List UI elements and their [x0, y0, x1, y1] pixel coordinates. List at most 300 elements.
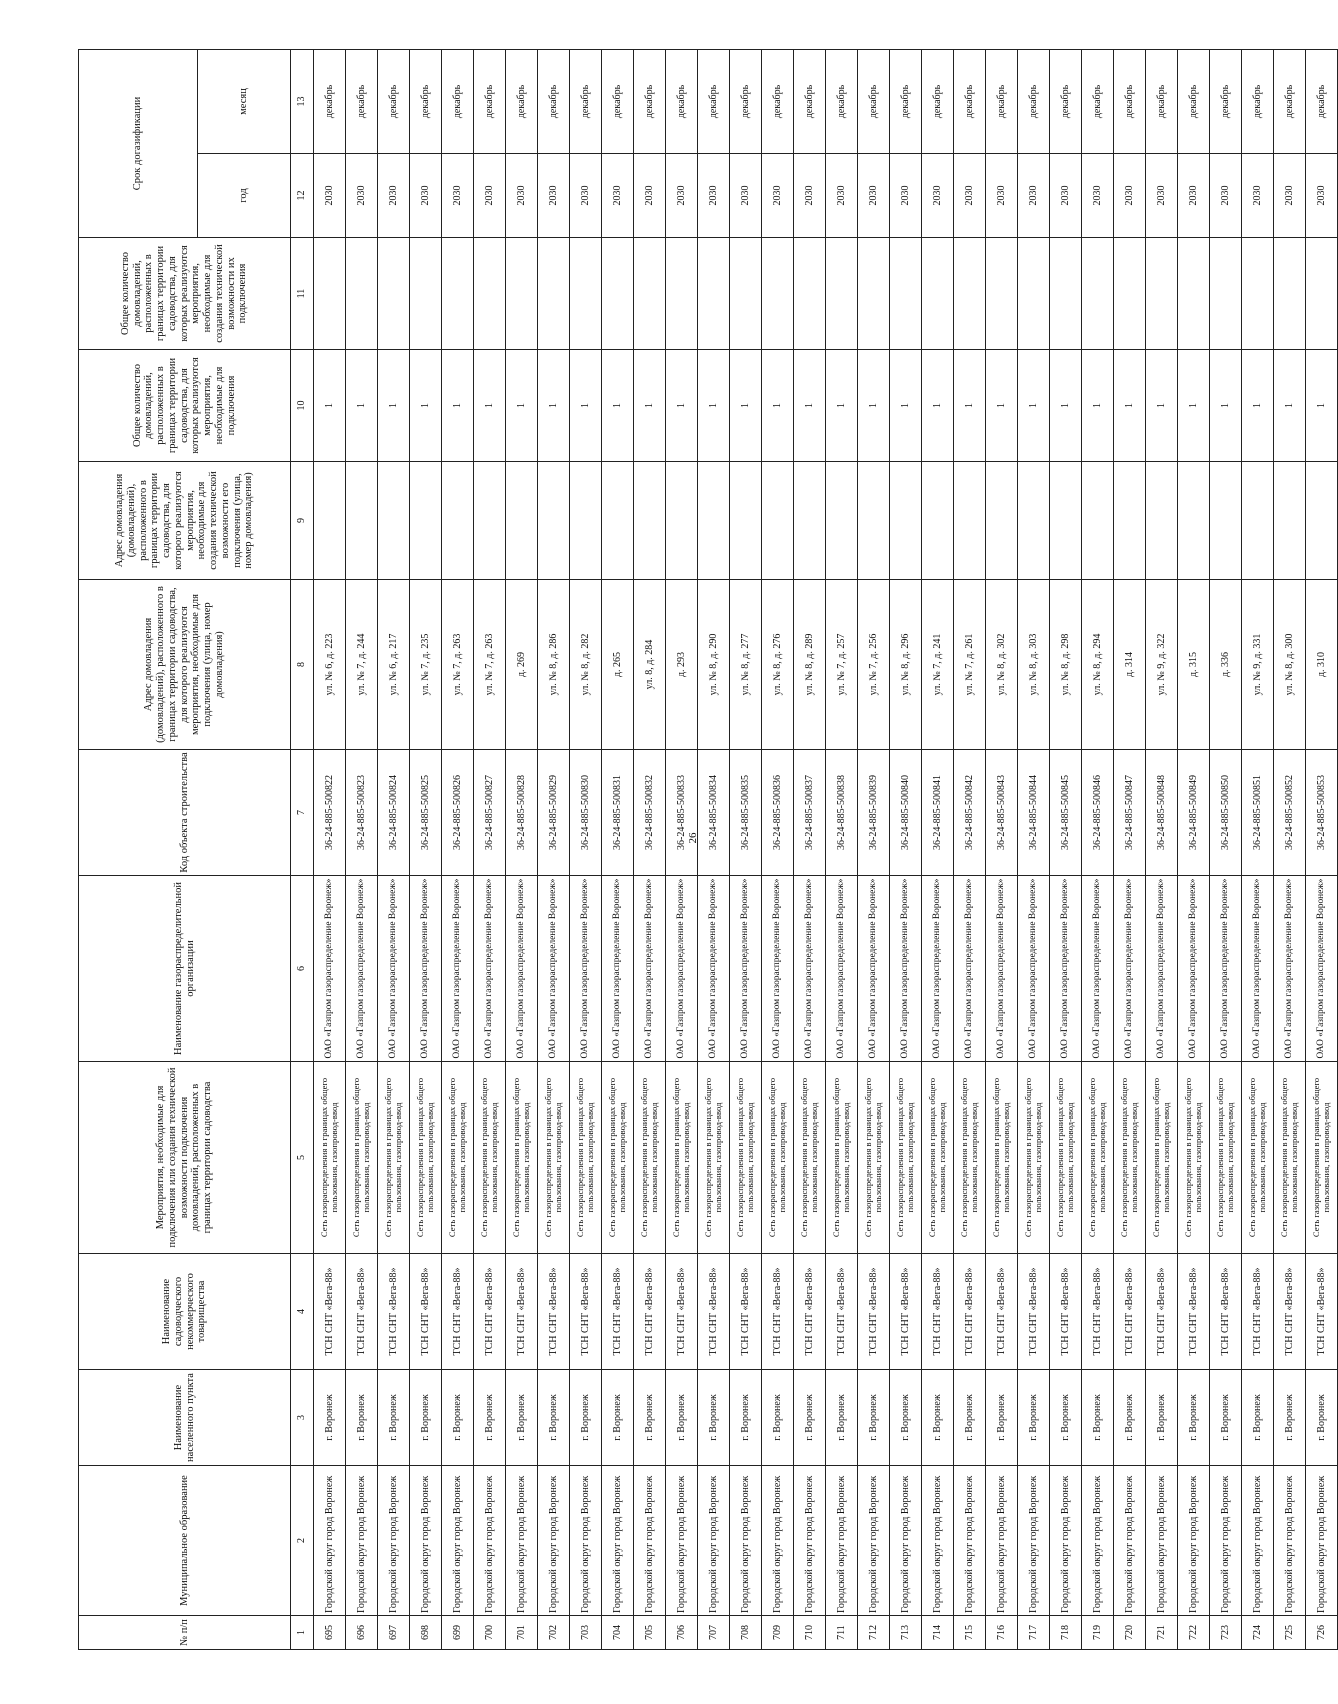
table-row — [1178, 49, 1210, 1649]
header-object-code: Код объекта строительства — [79, 750, 291, 876]
year-cell: 2030 — [858, 154, 890, 238]
address-connection-cell: ул. № 8, д. 303 — [1018, 580, 1050, 750]
count-connection-cell: 1 — [1146, 350, 1178, 462]
address-connection-cell: д. 293 — [666, 580, 698, 750]
count-capability-cell — [506, 238, 538, 350]
month-cell: декабрь — [538, 49, 570, 153]
row-number: 717 — [1018, 1616, 1050, 1650]
year-cell: 2030 — [762, 154, 794, 238]
gas-org-cell: ОАО «Газпром газораспределение Воронеж» — [602, 876, 634, 1062]
municipality-cell: Городской округ город Воронеж — [314, 1466, 346, 1616]
municipality-cell: Городской округ город Воронеж — [1050, 1466, 1082, 1616]
address-connection-cell: д. 269 — [506, 580, 538, 750]
address-connection-cell: ул. № 8, д. 298 — [1050, 580, 1082, 750]
table-row — [570, 49, 602, 1649]
snt-cell: ТСН СНТ «Вега-88» — [794, 1254, 826, 1370]
row-number: 702 — [538, 1616, 570, 1650]
gas-org-cell: ОАО «Газпром газораспределение Воронеж» — [570, 876, 602, 1062]
count-connection-cell: 1 — [442, 350, 474, 462]
address-capability-cell — [954, 462, 986, 580]
address-connection-cell: ул. № 7, д. 235 — [410, 580, 442, 750]
row-number: 726 — [1306, 1616, 1338, 1650]
count-connection-cell: 1 — [570, 350, 602, 462]
month-cell: декабрь — [922, 49, 954, 153]
count-connection-cell: 1 — [666, 350, 698, 462]
address-capability-cell — [314, 462, 346, 580]
gas-org-cell: ОАО «Газпром газораспределение Воронеж» — [1274, 876, 1306, 1062]
year-cell: 2030 — [922, 154, 954, 238]
count-connection-cell: 1 — [922, 350, 954, 462]
municipality-cell: Городской округ город Воронеж — [1242, 1466, 1274, 1616]
address-connection-cell: ул. № 7, д. 263 — [474, 580, 506, 750]
count-capability-cell — [1146, 238, 1178, 350]
row-number: 724 — [1242, 1616, 1274, 1650]
table-row — [666, 49, 698, 1649]
table-row — [506, 49, 538, 1649]
count-capability-cell — [1242, 238, 1274, 350]
address-connection-cell: ул. № 7, д. 257 — [826, 580, 858, 750]
month-cell: декабрь — [986, 49, 1018, 153]
gas-org-cell: ОАО «Газпром газораспределение Воронеж» — [1306, 876, 1338, 1062]
gas-org-cell: ОАО «Газпром газораспределение Воронеж» — [954, 876, 986, 1062]
month-cell: декабрь — [1018, 49, 1050, 153]
object-code-cell: 36-24-885-500845 — [1050, 750, 1082, 876]
snt-cell: ТСН СНТ «Вега-88» — [1082, 1254, 1114, 1370]
month-cell: декабрь — [1082, 49, 1114, 153]
count-capability-cell — [378, 238, 410, 350]
column-number: 3 — [291, 1370, 314, 1466]
settlement-cell: г. Воронеж — [698, 1370, 730, 1466]
object-code-cell: 36-24-885-500837 — [794, 750, 826, 876]
gas-org-cell: ОАО «Газпром газораспределение Воронеж» — [922, 876, 954, 1062]
row-number: 705 — [634, 1616, 666, 1650]
municipality-cell: Городской округ город Воронеж — [474, 1466, 506, 1616]
address-capability-cell — [378, 462, 410, 580]
count-capability-cell — [442, 238, 474, 350]
settlement-cell: г. Воронеж — [826, 1370, 858, 1466]
snt-cell: ТСН СНТ «Вега-88» — [762, 1254, 794, 1370]
gas-org-cell: ОАО «Газпром газораспределение Воронеж» — [506, 876, 538, 1062]
row-number: 709 — [762, 1616, 794, 1650]
column-number: 1 — [291, 1616, 314, 1650]
measures-cell: Сеть газораспределения в границах общего пользования, газопровод-ввод — [1018, 1062, 1050, 1254]
settlement-cell: г. Воронеж — [858, 1370, 890, 1466]
snt-cell: ТСН СНТ «Вега-88» — [890, 1254, 922, 1370]
address-capability-cell — [1050, 462, 1082, 580]
header-measures: Мероприятия, необходимые для подключения или создания технической возможности подключения домовладений, расположенных в границах территории садоводства — [79, 1062, 291, 1254]
gas-org-cell: ОАО «Газпром газораспределение Воронеж» — [762, 876, 794, 1062]
row-number: 714 — [922, 1616, 954, 1650]
settlement-cell: г. Воронеж — [986, 1370, 1018, 1466]
object-code-cell: 36-24-885-500822 — [314, 750, 346, 876]
snt-cell: ТСН СНТ «Вега-88» — [1242, 1254, 1274, 1370]
measures-cell: Сеть газораспределения в границах общего пользования, газопровод-ввод — [730, 1062, 762, 1254]
object-code-cell: 36-24-885-500849 — [1178, 750, 1210, 876]
count-capability-cell — [698, 238, 730, 350]
object-code-cell: 36-24-885-500839 — [858, 750, 890, 876]
row-number: 703 — [570, 1616, 602, 1650]
object-code-cell: 36-24-885-500827 — [474, 750, 506, 876]
gas-org-cell: ОАО «Газпром газораспределение Воронеж» — [378, 876, 410, 1062]
object-code-cell: 36-24-885-500850 — [1210, 750, 1242, 876]
municipality-cell: Городской округ город Воронеж — [442, 1466, 474, 1616]
object-code-cell: 36-24-885-500852 — [1274, 750, 1306, 876]
address-connection-cell: ул. № 7, д. 261 — [954, 580, 986, 750]
snt-cell: ТСН СНТ «Вега-88» — [1114, 1254, 1146, 1370]
count-capability-cell — [794, 238, 826, 350]
table-body — [314, 49, 1338, 1649]
settlement-cell: г. Воронеж — [1146, 1370, 1178, 1466]
municipality-cell: Городской округ город Воронеж — [986, 1466, 1018, 1616]
table-row — [634, 49, 666, 1649]
month-cell: декабрь — [474, 49, 506, 153]
gas-org-cell: ОАО «Газпром газораспределение Воронеж» — [1114, 876, 1146, 1062]
month-cell: декабрь — [1050, 49, 1082, 153]
row-number: 725 — [1274, 1616, 1306, 1650]
column-number: 9 — [291, 462, 314, 580]
municipality-cell: Городской округ город Воронеж — [506, 1466, 538, 1616]
count-connection-cell: 1 — [634, 350, 666, 462]
address-connection-cell: ул. 8, д. 284 — [634, 580, 666, 750]
year-cell: 2030 — [730, 154, 762, 238]
table-row — [410, 49, 442, 1649]
address-connection-cell: ул. № 8, д. 296 — [890, 580, 922, 750]
count-capability-cell — [730, 238, 762, 350]
table-row — [922, 49, 954, 1649]
measures-cell: Сеть газораспределения в границах общего пользования, газопровод-ввод — [314, 1062, 346, 1254]
header-deadline: Срок догазификации — [79, 49, 198, 237]
table-header — [79, 49, 314, 1649]
settlement-cell: г. Воронеж — [442, 1370, 474, 1466]
table-row — [858, 49, 890, 1649]
settlement-cell: г. Воронеж — [1210, 1370, 1242, 1466]
object-code-cell: 36-24-885-500833 — [666, 750, 698, 876]
settlement-cell: г. Воронеж — [410, 1370, 442, 1466]
measures-cell: Сеть газораспределения в границах общего пользования, газопровод-ввод — [1274, 1062, 1306, 1254]
gas-org-cell: ОАО «Газпром газораспределение Воронеж» — [634, 876, 666, 1062]
row-number: 712 — [858, 1616, 890, 1650]
settlement-cell: г. Воронеж — [538, 1370, 570, 1466]
address-capability-cell — [442, 462, 474, 580]
address-connection-cell: д. 265 — [602, 580, 634, 750]
municipality-cell: Городской округ город Воронеж — [346, 1466, 378, 1616]
row-number: 713 — [890, 1616, 922, 1650]
snt-cell: ТСН СНТ «Вега-88» — [1018, 1254, 1050, 1370]
object-code-cell: 36-24-885-500834 — [698, 750, 730, 876]
gas-org-cell: ОАО «Газпром газораспределение Воронеж» — [1050, 876, 1082, 1062]
count-capability-cell — [986, 238, 1018, 350]
count-connection-cell: 1 — [1306, 350, 1338, 462]
table-row — [1306, 49, 1338, 1649]
column-number: 11 — [291, 238, 314, 350]
header-address-capability: Адрес домовладения (домовладений), расположенного в границах территории садоводства, для которого реализуются мероприятия, необходимые для создания технической возможности его подключения (улица, номер домовладения) — [79, 462, 291, 580]
gas-org-cell: ОАО «Газпром газораспределение Воронеж» — [1082, 876, 1114, 1062]
snt-cell: ТСН СНТ «Вега-88» — [826, 1254, 858, 1370]
year-cell: 2030 — [1146, 154, 1178, 238]
year-cell: 2030 — [1050, 154, 1082, 238]
object-code-cell: 36-24-885-500828 — [506, 750, 538, 876]
snt-cell: ТСН СНТ «Вега-88» — [538, 1254, 570, 1370]
header-year: год — [198, 154, 291, 238]
object-code-cell: 36-24-885-500826 — [442, 750, 474, 876]
municipality-cell: Городской округ город Воронеж — [634, 1466, 666, 1616]
measures-cell: Сеть газораспределения в границах общего пользования, газопровод-ввод — [698, 1062, 730, 1254]
column-number: 8 — [291, 580, 314, 750]
gas-org-cell: ОАО «Газпром газораспределение Воронеж» — [698, 876, 730, 1062]
address-connection-cell: д. 315 — [1178, 580, 1210, 750]
snt-cell: ТСН СНТ «Вега-88» — [922, 1254, 954, 1370]
count-capability-cell — [1050, 238, 1082, 350]
header-num: № п/п — [79, 1616, 291, 1650]
settlement-cell: г. Воронеж — [794, 1370, 826, 1466]
row-number: 704 — [602, 1616, 634, 1650]
count-connection-cell: 1 — [986, 350, 1018, 462]
row-number: 721 — [1146, 1616, 1178, 1650]
year-cell: 2030 — [794, 154, 826, 238]
municipality-cell: Городской округ город Воронеж — [602, 1466, 634, 1616]
row-number: 723 — [1210, 1616, 1242, 1650]
month-cell: декабрь — [506, 49, 538, 153]
table-row — [1114, 49, 1146, 1649]
year-cell: 2030 — [1210, 154, 1242, 238]
column-number: 5 — [291, 1062, 314, 1254]
settlement-cell: г. Воронеж — [570, 1370, 602, 1466]
measures-cell: Сеть газораспределения в границах общего пользования, газопровод-ввод — [762, 1062, 794, 1254]
row-number: 695 — [314, 1616, 346, 1650]
count-capability-cell — [954, 238, 986, 350]
month-cell: декабрь — [442, 49, 474, 153]
settlement-cell: г. Воронеж — [762, 1370, 794, 1466]
month-cell: декабрь — [1306, 49, 1338, 153]
address-connection-cell: ул. № 6, д. 223 — [314, 580, 346, 750]
address-capability-cell — [634, 462, 666, 580]
gas-org-cell: ОАО «Газпром газораспределение Воронеж» — [986, 876, 1018, 1062]
column-number: 7 — [291, 750, 314, 876]
count-connection-cell: 1 — [1082, 350, 1114, 462]
header-gas-org: Наименование газораспределительной организации — [79, 876, 291, 1062]
row-number: 716 — [986, 1616, 1018, 1650]
object-code-cell: 36-24-885-500851 — [1242, 750, 1274, 876]
snt-cell: ТСН СНТ «Вега-88» — [410, 1254, 442, 1370]
table-row — [1242, 49, 1274, 1649]
count-connection-cell: 1 — [1018, 350, 1050, 462]
table-row — [1082, 49, 1114, 1649]
measures-cell: Сеть газораспределения в границах общего пользования, газопровод-ввод — [954, 1062, 986, 1254]
address-capability-cell — [794, 462, 826, 580]
count-capability-cell — [1082, 238, 1114, 350]
month-cell: декабрь — [762, 49, 794, 153]
object-code-cell: 36-24-885-500840 — [890, 750, 922, 876]
table-row — [986, 49, 1018, 1649]
count-capability-cell — [922, 238, 954, 350]
count-connection-cell: 1 — [378, 350, 410, 462]
municipality-cell: Городской округ город Воронеж — [378, 1466, 410, 1616]
municipality-cell: Городской округ город Воронеж — [858, 1466, 890, 1616]
settlement-cell: г. Воронеж — [730, 1370, 762, 1466]
month-cell: декабрь — [890, 49, 922, 153]
settlement-cell: г. Воронеж — [1018, 1370, 1050, 1466]
year-cell: 2030 — [346, 154, 378, 238]
address-capability-cell — [346, 462, 378, 580]
row-number: 715 — [954, 1616, 986, 1650]
gas-org-cell: ОАО «Газпром газораспределение Воронеж» — [474, 876, 506, 1062]
month-cell: декабрь — [794, 49, 826, 153]
count-connection-cell: 1 — [314, 350, 346, 462]
row-number: 700 — [474, 1616, 506, 1650]
measures-cell: Сеть газораспределения в границах общего пользования, газопровод-ввод — [474, 1062, 506, 1254]
row-number: 697 — [378, 1616, 410, 1650]
count-connection-cell: 1 — [858, 350, 890, 462]
month-cell: декабрь — [602, 49, 634, 153]
year-cell: 2030 — [890, 154, 922, 238]
address-capability-cell — [474, 462, 506, 580]
row-number: 722 — [1178, 1616, 1210, 1650]
object-code-cell: 36-24-885-500847 — [1114, 750, 1146, 876]
gas-org-cell: ОАО «Газпром газораспределение Воронеж» — [410, 876, 442, 1062]
row-number: 706 — [666, 1616, 698, 1650]
row-number: 699 — [442, 1616, 474, 1650]
municipality-cell: Городской округ город Воронеж — [570, 1466, 602, 1616]
table-row — [1274, 49, 1306, 1649]
settlement-cell: г. Воронеж — [1050, 1370, 1082, 1466]
column-number: 2 — [291, 1466, 314, 1616]
measures-cell: Сеть газораспределения в границах общего пользования, газопровод-ввод — [506, 1062, 538, 1254]
month-cell: декабрь — [346, 49, 378, 153]
table-row — [730, 49, 762, 1649]
settlement-cell: г. Воронеж — [954, 1370, 986, 1466]
table-row — [890, 49, 922, 1649]
address-capability-cell — [1114, 462, 1146, 580]
snt-cell: ТСН СНТ «Вега-88» — [858, 1254, 890, 1370]
measures-cell: Сеть газораспределения в границах общего пользования, газопровод-ввод — [1210, 1062, 1242, 1254]
year-cell: 2030 — [1274, 154, 1306, 238]
municipality-cell: Городской округ город Воронеж — [1114, 1466, 1146, 1616]
object-code-cell: 36-24-885-500844 — [1018, 750, 1050, 876]
snt-cell: ТСН СНТ «Вега-88» — [602, 1254, 634, 1370]
table-row — [1146, 49, 1178, 1649]
header-snt: Наименование садоводческого некоммерческого товарищества — [79, 1254, 291, 1370]
row-number: 710 — [794, 1616, 826, 1650]
month-cell: декабрь — [1178, 49, 1210, 153]
count-connection-cell: 1 — [474, 350, 506, 462]
measures-cell: Сеть газораспределения в границах общего пользования, газопровод-ввод — [602, 1062, 634, 1254]
row-number: 701 — [506, 1616, 538, 1650]
count-connection-cell: 1 — [954, 350, 986, 462]
column-number: 12 — [291, 154, 314, 238]
header-municipality: Муниципальное образование — [79, 1466, 291, 1616]
month-cell: декабрь — [410, 49, 442, 153]
row-number: 711 — [826, 1616, 858, 1650]
settlement-cell: г. Воронеж — [474, 1370, 506, 1466]
measures-cell: Сеть газораспределения в границах общего пользования, газопровод-ввод — [410, 1062, 442, 1254]
measures-cell: Сеть газораспределения в границах общего пользования, газопровод-ввод — [666, 1062, 698, 1254]
municipality-cell: Городской округ город Воронеж — [1306, 1466, 1338, 1616]
count-capability-cell — [890, 238, 922, 350]
year-cell: 2030 — [378, 154, 410, 238]
table-row — [762, 49, 794, 1649]
gas-org-cell: ОАО «Газпром газораспределение Воронеж» — [890, 876, 922, 1062]
header-month: месяц — [198, 49, 291, 153]
header-address-connection: Адрес домовладения (домовладений), расположенного в границах территории садоводства, для которого реализуются мероприятия, необходимые для подключения (улица, номер домовладения) — [79, 580, 291, 750]
municipality-cell: Городской округ город Воронеж — [1274, 1466, 1306, 1616]
month-cell: декабрь — [698, 49, 730, 153]
measures-cell: Сеть газораспределения в границах общего пользования, газопровод-ввод — [1114, 1062, 1146, 1254]
address-capability-cell — [1306, 462, 1338, 580]
year-cell: 2030 — [1082, 154, 1114, 238]
count-capability-cell — [1210, 238, 1242, 350]
count-capability-cell — [1306, 238, 1338, 350]
snt-cell: ТСН СНТ «Вега-88» — [730, 1254, 762, 1370]
object-code-cell: 36-24-885-500825 — [410, 750, 442, 876]
month-cell: декабрь — [1114, 49, 1146, 153]
snt-cell: ТСН СНТ «Вега-88» — [954, 1254, 986, 1370]
object-code-cell: 36-24-885-500838 — [826, 750, 858, 876]
gas-org-cell: ОАО «Газпром газораспределение Воронеж» — [794, 876, 826, 1062]
month-cell: декабрь — [954, 49, 986, 153]
address-connection-cell: ул. № 7, д. 241 — [922, 580, 954, 750]
address-connection-cell: ул. № 8, д. 290 — [698, 580, 730, 750]
municipality-cell: Городской округ город Воронеж — [1178, 1466, 1210, 1616]
settlement-cell: г. Воронеж — [1178, 1370, 1210, 1466]
object-code-cell: 36-24-885-500824 — [378, 750, 410, 876]
address-capability-cell — [410, 462, 442, 580]
settlement-cell: г. Воронеж — [314, 1370, 346, 1466]
year-cell: 2030 — [1114, 154, 1146, 238]
address-connection-cell: ул. № 8, д. 302 — [986, 580, 1018, 750]
year-cell: 2030 — [1306, 154, 1338, 238]
address-connection-cell: ул. № 8, д. 282 — [570, 580, 602, 750]
gas-org-cell: ОАО «Газпром газораспределение Воронеж» — [826, 876, 858, 1062]
measures-cell: Сеть газораспределения в границах общего пользования, газопровод-ввод — [442, 1062, 474, 1254]
header-count-connection: Общее количество домовладений, расположенных в границах территории садоводства, для которых реализуются мероприятия, необходимые для подключения — [79, 350, 291, 462]
municipality-cell: Городской округ город Воронеж — [1210, 1466, 1242, 1616]
snt-cell: ТСН СНТ «Вега-88» — [986, 1254, 1018, 1370]
column-numbers-row — [291, 49, 314, 1649]
object-code-cell: 36-24-885-500842 — [954, 750, 986, 876]
count-connection-cell: 1 — [1050, 350, 1082, 462]
year-cell: 2030 — [954, 154, 986, 238]
address-capability-cell — [1274, 462, 1306, 580]
object-code-cell: 36-24-885-500835 — [730, 750, 762, 876]
year-cell: 2030 — [602, 154, 634, 238]
month-cell: декабрь — [666, 49, 698, 153]
gas-org-cell: ОАО «Газпром газораспределение Воронеж» — [538, 876, 570, 1062]
snt-cell: ТСН СНТ «Вега-88» — [1210, 1254, 1242, 1370]
snt-cell: ТСН СНТ «Вега-88» — [1050, 1254, 1082, 1370]
measures-cell: Сеть газораспределения в границах общего пользования, газопровод-ввод — [922, 1062, 954, 1254]
municipality-cell: Городской округ город Воронеж — [1082, 1466, 1114, 1616]
row-number: 696 — [346, 1616, 378, 1650]
header-settlement: Наименование населенного пункта — [79, 1370, 291, 1466]
year-cell: 2030 — [474, 154, 506, 238]
address-capability-cell — [826, 462, 858, 580]
count-connection-cell: 1 — [1242, 350, 1274, 462]
year-cell: 2030 — [1242, 154, 1274, 238]
address-connection-cell: ул. № 6, д. 217 — [378, 580, 410, 750]
address-connection-cell: ул. № 8, д. 277 — [730, 580, 762, 750]
municipality-cell: Городской округ город Воронеж — [826, 1466, 858, 1616]
address-capability-cell — [858, 462, 890, 580]
address-capability-cell — [1018, 462, 1050, 580]
count-connection-cell: 1 — [794, 350, 826, 462]
address-connection-cell: ул. № 7, д. 263 — [442, 580, 474, 750]
snt-cell: ТСН СНТ «Вега-88» — [346, 1254, 378, 1370]
count-capability-cell — [858, 238, 890, 350]
count-connection-cell: 1 — [698, 350, 730, 462]
month-cell: декабрь — [826, 49, 858, 153]
municipality-cell: Городской округ город Воронеж — [698, 1466, 730, 1616]
settlement-cell: г. Воронеж — [922, 1370, 954, 1466]
